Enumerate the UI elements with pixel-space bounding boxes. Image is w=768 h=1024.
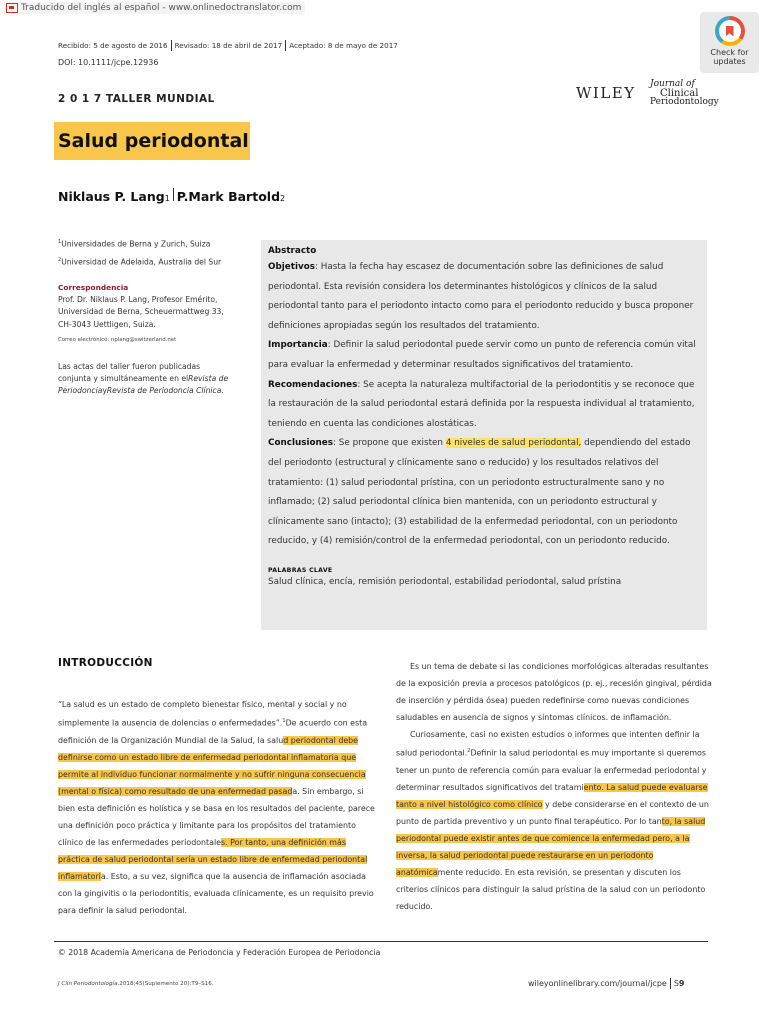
highlighted-text: s. Por tanto, una definición más práctica de salud periodontal sería un estado libre de enfermedad periodontal inflamatori bbox=[58, 837, 368, 881]
author-sup: 2 bbox=[280, 194, 286, 203]
doi[interactable]: DOI: 10.1111/jcpe.12936 bbox=[58, 58, 159, 67]
highlighted-text: d periodontal debe definirse como un estado libre de enfermedad periodontal inflamatoria que permite al individuo funcionar normalmente y no sufrir ninguna consecuencia (mental o física) como resultado de una enfermedad pasad bbox=[58, 735, 366, 796]
received-date: Recibido: 5 de agosto de 2016 bbox=[58, 41, 168, 50]
publisher-logo: WILEY bbox=[576, 84, 636, 102]
translator-banner[interactable] bbox=[4, 2, 305, 14]
date-separator bbox=[285, 40, 286, 51]
journal-logo-line1: Journal of bbox=[650, 79, 695, 89]
body-column-right bbox=[396, 658, 712, 915]
document-icon bbox=[6, 3, 18, 13]
article-title bbox=[54, 122, 250, 160]
section-label: 2 0 1 7 TALLER MUNDIAL bbox=[58, 93, 215, 105]
journal-logo-line2: Clinical bbox=[660, 88, 699, 99]
author-name[interactable]: P.Mark Bartold bbox=[176, 189, 281, 204]
correspondence-address: Prof. Dr. Niklaus P. Lang, Profesor Emérito, Universidad de Berna, Scheuermattweg 33, CH-3043 Uettligen, Suiza. bbox=[58, 295, 224, 329]
abstract-body: Objetivos: Hasta la fecha hay escasez de documentación sobre las definiciones de salud periodontal. Esta revisión considera los determinantes histológicos y clínicos de la salud periodontal tanto para el periodonto intacto como para el periodonto reducido y busca proponer definiciones apropiadas según los resultados del tratamiento. Importancia: Definir la salud periodontal puede servir como un punto de referencia común vital para evaluar la enfermedad y determinar resultados significativos del tratamiento. Recomendaciones: Se acepta la naturaleza multifactorial de la periodontitis y se reconoce que la restauración de la salud periodontal estará definida por la respuesta individual al tratamiento, teniendo en cuenta las condiciones alostáticas. Conclusiones: Se propone que existen 4 niveles de salud periodontal, dependiendo del estado del periodonto (estructural y clínicamente sano o reducido) y los resultados relativos del tratamiento: (1) salud periodontal prístina, con un periodonto estructuralmente sano y no inflamado; (2) salud periodontal clínica bien mantenida, con un periodonto estructural y clínicamente sano (intacto); (3) estabilidad de la enfermedad periodontal, con un periodonto reducido, y (4) remisión/control de la enfermedad periodontal, con un periodonto reducido. bbox=[268, 262, 696, 547]
author-name[interactable]: Niklaus P. Lang bbox=[58, 189, 165, 204]
check-updates-line1: Check for bbox=[710, 48, 749, 57]
keywords: Salud clínica, encía, remisión periodontal, estabilidad periodontal, salud prístina bbox=[268, 576, 622, 587]
correspondence-email[interactable]: Correo electrónico: nplang@switzerland.net bbox=[58, 337, 177, 343]
footer-site bbox=[528, 978, 684, 989]
body-paragraph: “La salud es un estado de completo bienestar físico, mental y social y no simplemente la ausencia de dolencias o enfermedades”.$^1$De acuerdo con esta definición de la Organización Mundial de la Salud, la salud periodontal debe definirse como un estado libre de enfermedad periodontal inflamatoria que permite al individuo funcionar normalmente y no sufrir ninguna consecuencia (mental o física) como resultado de una enfermedad pasada. Sin embargo, si bien esta definición es holística y se basa en los resultados del paciente, parece una definición poco práctica y limitante para los propósitos del tratamiento clínico de las enfermedades periodontales. Por tanto, una definición más práctica de salud periodontal sería un estado libre de enfermedad periodontal inflamatoria. Esto, a su vez, significa que la ausencia de inflamación asociada con la gingivitis o la periodontitis, evaluada clínicamente, es un requisito previo para definir la salud periodontal. bbox=[58, 700, 375, 915]
keywords-heading: PALABRAS CLAVE bbox=[268, 566, 333, 574]
journal-logo bbox=[650, 80, 719, 107]
highlighted-text: ento. La salud puede evaluarse tanto a nivel histológico como clínico bbox=[396, 782, 708, 809]
footer-separator bbox=[670, 978, 671, 989]
journal-url[interactable]: wileyonlinelibrary.com/journal/jcpe bbox=[528, 979, 667, 988]
body-column-left bbox=[58, 696, 376, 919]
introduction-heading: INTRODUCCIÓN bbox=[58, 657, 153, 669]
copyright: © 2018 Academia Americana de Periodoncia y Federación Europea de Periodoncia bbox=[58, 948, 381, 957]
highlighted-text: to, la salud periodontal puede existir antes de que comience la enfermedad pero, a la inversa, la salud periodontal puede restaurarse en un periodonto anatómica bbox=[396, 816, 706, 877]
check-updates-badge bbox=[715, 16, 745, 46]
bookmark-icon bbox=[726, 26, 734, 37]
article-title-text: Salud periodontal bbox=[58, 130, 249, 152]
abstract-heading: Abstracto bbox=[268, 246, 317, 256]
translator-text: Traducido del inglés al español - www.onlinedoctranslator.com bbox=[21, 3, 302, 13]
abstract-box bbox=[261, 240, 707, 630]
author-sup: 1 bbox=[164, 194, 170, 203]
citation: J Clin Periodontología.2018;45(Suplemento 20):T9–S16. bbox=[58, 981, 214, 987]
page-number: S9 bbox=[673, 979, 685, 988]
date-separator bbox=[171, 40, 172, 51]
affiliation: $^1$Universidades de Berna y Zurich, Suiza bbox=[58, 239, 211, 249]
body-paragraph: Es un tema de debate si las condiciones morfológicas alteradas resultantes de la exposición previa a procesos patológicos (p. ej., recesión gingival, pérdida de inserción y pérdida ósea) pueden redefinirse como nuevas condiciones saludables en ausencia de signos y síntomas clínicos. de inflamación. bbox=[396, 662, 712, 722]
revised-date: Revisado: 18 de abril de 2017 bbox=[174, 41, 283, 50]
proceedings-note: Las actas del taller fueron publicadas conjunta y simultáneamente en elRevista de PeriodonciayRevista de Periodoncia Clínica. bbox=[58, 362, 229, 395]
affiliation: $^2$Universidad de Adelaida, Australia del Sur bbox=[58, 257, 222, 267]
check-updates-line2: updates bbox=[713, 57, 746, 66]
author-separator bbox=[173, 188, 174, 201]
author-list bbox=[58, 188, 285, 204]
footer-rule bbox=[54, 941, 708, 942]
journal-logo-line3: Periodontology bbox=[650, 97, 719, 107]
accepted-date: Aceptado: 8 de mayo de 2017 bbox=[289, 41, 398, 50]
article-dates bbox=[58, 40, 398, 51]
check-for-updates-button[interactable] bbox=[700, 12, 759, 73]
body-paragraph: Curiosamente, casi no existen estudios o informes que intenten definir la salud periodontal.$^2$Definir la salud periodontal es muy importante si queremos tener un punto de referencia común para evaluar la enfermedad periodontal y determinar resultados significativos del tratamiento. La salud puede evaluarse tanto a nivel histológico como clínico y debe considerarse en el contexto de un punto de partida preventivo y un punto final terapéutico. Por lo tanto, la salud periodontal puede existir antes de que comience la enfermedad pero, a la inversa, la salud periodontal puede restaurarse en un periodonto anatómicamente reducido. En esta revisión, se presentan y discuten los criterios clínicos para distinguir la salud prístina de la salud con un periodonto reducido. bbox=[396, 730, 709, 911]
highlighted-text: 4 niveles de salud periodontal, bbox=[445, 438, 582, 449]
correspondence-heading: Correspondencia bbox=[58, 283, 129, 292]
